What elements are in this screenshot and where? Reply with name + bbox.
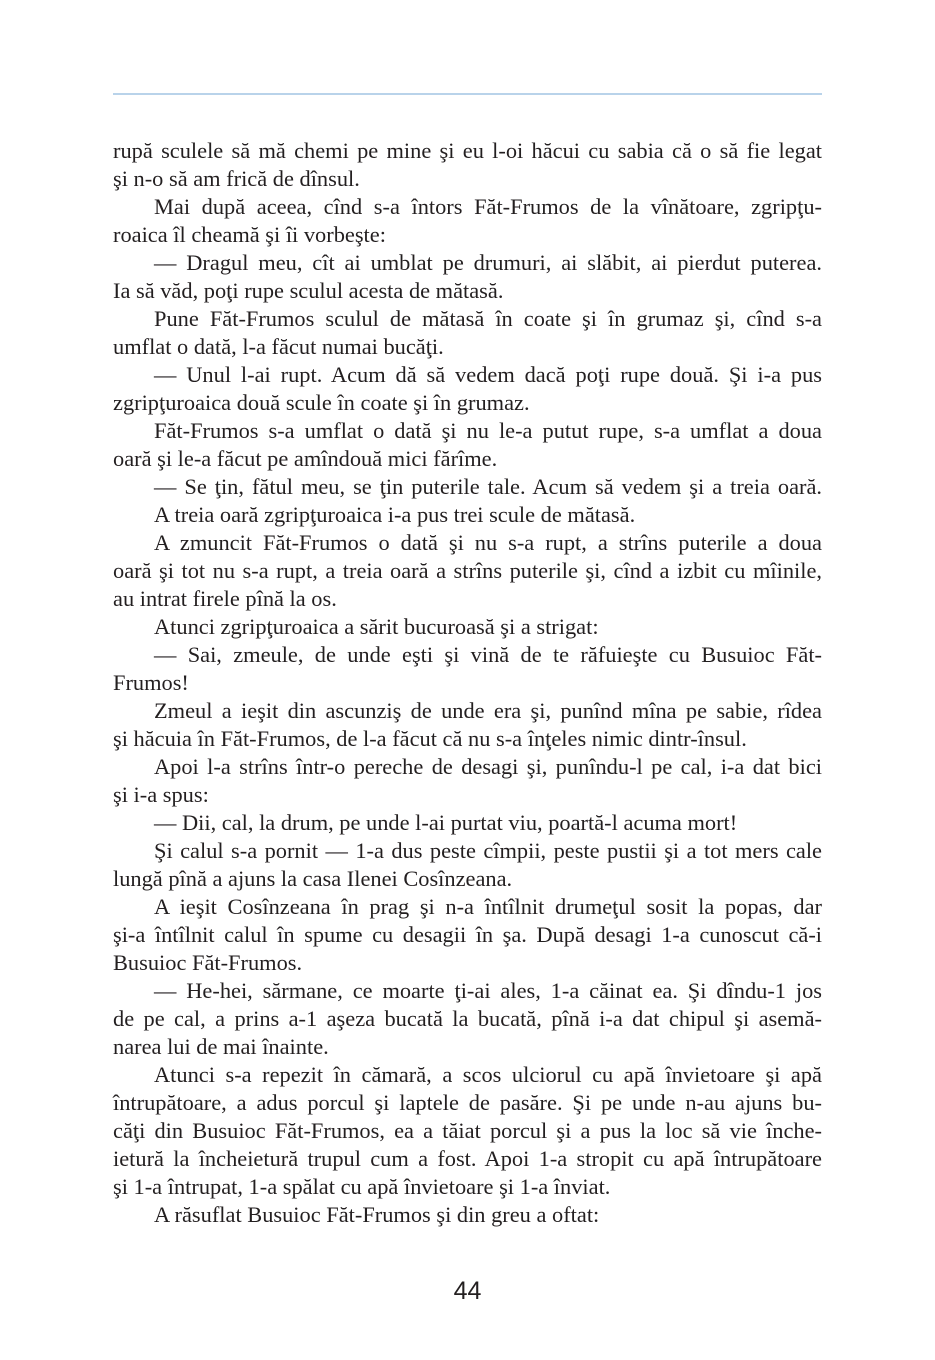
text-line: A ieşit Cosînzeana în prag şi n-a întîlnit drumeţul sosit la popas, dar — [154, 894, 822, 919]
story-text — [113, 137, 822, 1229]
text-line: — He-hei, sărmane, ce moarte ţi-ai ales, 1-a căinat ea. Şi dîndu-1 jos — [154, 978, 822, 1003]
text-line: Mai după aceea, cînd s-a întors Făt-Frumos de la vînătoare, zgripţu- — [154, 194, 822, 219]
text-line: Şi calul s-a pornit — 1-a dus peste cîmpii, peste pustii şi a tot mers cale — [154, 838, 822, 863]
text-line: şi n-o să am frică de dînsul. — [113, 166, 360, 191]
text-line: — Unul l-ai rupt. Acum dă să vedem dacă poţi rupe două. Şi i-a pus — [154, 362, 822, 387]
text-line: A răsuflat Busuioc Făt-Frumos şi din greu a oftat: — [154, 1202, 600, 1227]
text-line: lungă pînă a ajuns la casa Ilenei Cosînzeana. — [113, 866, 513, 891]
text-line: şi 1-a întrupat, 1-a spălat cu apă învietoare şi 1-a înviat. — [113, 1174, 611, 1199]
page-number: 44 — [453, 1277, 482, 1305]
text-line: şi hăcuia în Făt-Frumos, de l-a făcut că nu s-a înţeles nimic dintr-însul. — [113, 726, 747, 751]
text-line: oară şi tot nu s-a rupt, a treia oară a strîns puterile şi, cînd a izbit cu mîinile, — [113, 558, 822, 583]
text-line: Atunci zgripţuroaica a sărit bucuroasă şi a strigat: — [154, 614, 599, 639]
text-line: roaica îl cheamă şi îi vorbeşte: — [113, 222, 386, 247]
text-line: şi-a întîlnit calul în spume cu desagii în şa. După desagi 1-a cunoscut că-i — [113, 922, 822, 947]
text-line: şi i-a spus: — [113, 782, 209, 807]
text-line: A treia oară zgripţuroaica i-a pus trei scule de mătasă. — [154, 502, 636, 527]
text-line: Frumos! — [113, 670, 189, 695]
text-line: Zmeul a ieşit din ascunziş de unde era şi, punînd mîna pe sabie, rîdea — [154, 698, 822, 723]
text-line: oară şi le-a făcut pe amîndouă mici fărîme. — [113, 446, 498, 471]
text-line: căţi din Busuioc Făt-Frumos, ea a tăiat porcul şi a pus la loc să vie înche- — [113, 1118, 822, 1143]
text-line: Pune Făt-Frumos sculul de mătasă în coate şi în grumaz şi, cînd s-a — [154, 306, 822, 331]
text-line: umflat o dată, l-a făcut numai bucăţi. — [113, 334, 444, 359]
text-line: rupă sculele să mă chemi pe mine şi eu l-oi hăcui cu sabia că o să fie legat — [113, 138, 822, 163]
text-line: — Dii, cal, la drum, pe unde l-ai purtat viu, poartă-l acuma mort! — [154, 810, 738, 835]
text-line: au intrat firele pînă la os. — [113, 586, 337, 611]
text-line: ietură la încheietură trupul cum a fost. Apoi 1-a stropit cu apă întrupătoare — [113, 1146, 822, 1171]
text-line: Făt-Frumos s-a umflat o dată şi nu le-a putut rupe, s-a umflat a doua — [154, 418, 822, 443]
text-line: A zmuncit Făt-Frumos o dată şi nu s-a rupt, a strîns puterile a doua — [154, 530, 822, 555]
text-line: zgripţuroaica două scule în coate şi în grumaz. — [113, 390, 530, 415]
text-line: Busuioc Făt-Frumos. — [113, 950, 303, 975]
text-line: — Dragul meu, cît ai umblat pe drumuri, ai slăbit, ai pierdut puterea. — [154, 250, 822, 275]
text-line: narea lui de mai înainte. — [113, 1034, 329, 1059]
text-line: — Sai, zmeule, de unde eşti şi vină de te răfuieşte cu Busuioc Făt- — [154, 642, 822, 667]
text-line: Apoi l-a strîns într-o pereche de desagi şi, punîndu-l pe cal, i-a dat bici — [154, 754, 822, 779]
text-line: întrupătoare, a adus porcul şi laptele de pasăre. Şi pe unde n-au ajuns bu- — [113, 1090, 822, 1115]
header-rule — [113, 93, 822, 95]
text-line: Atunci s-a repezit în cămară, a scos ulciorul cu apă învietoare şi apă — [154, 1062, 822, 1087]
text-line: — Se ţin, fătul meu, se ţin puterile tale. Acum să vedem şi a treia oară. — [154, 474, 822, 499]
text-line: Ia să văd, poţi rupe sculul acesta de mătasă. — [113, 278, 504, 303]
text-line: de pe cal, a prins a-1 aşeza bucată la bucată, pînă i-a dat chipul şi asemă- — [113, 1006, 822, 1031]
